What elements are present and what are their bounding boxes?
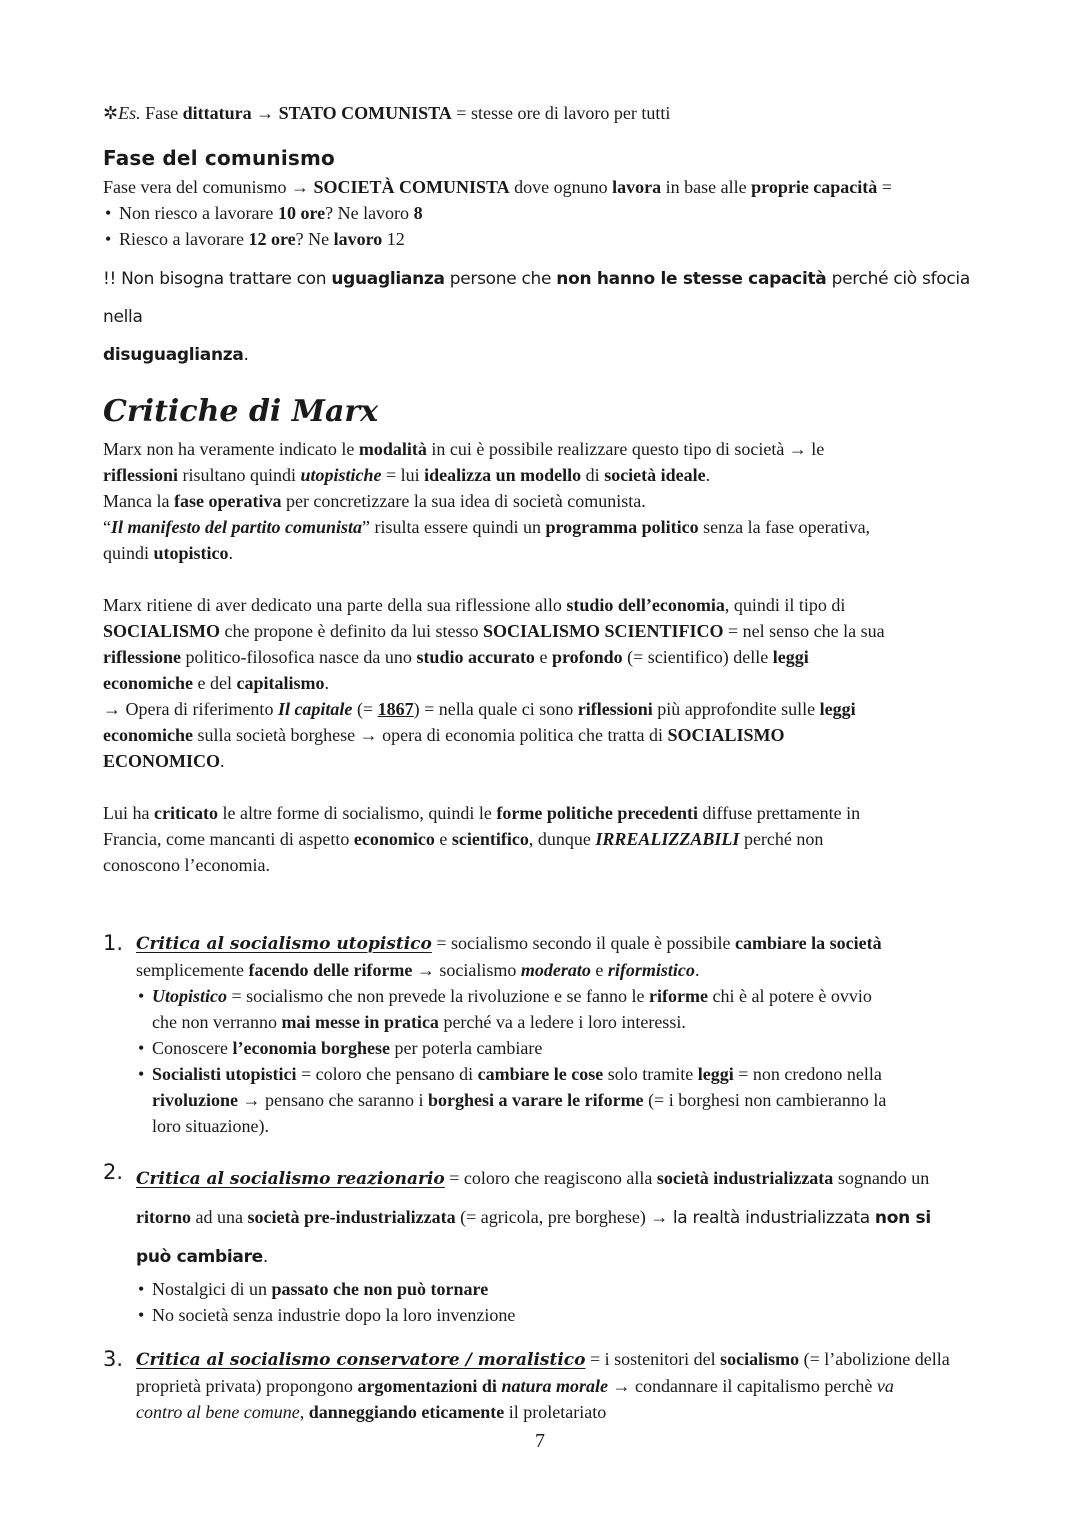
critiche-paragraph-3: “Il manifesto del partito comunista” risulta essere quindi un programma politico senza la fase operativa, quindi utopistico.	[103, 517, 871, 563]
list-item: • Utopistico = socialismo che non prevede la rivoluzione e se fanno le riforme chi è al potere è ovvio che non verranno mai messe in pratica perché va a ledere i loro interessi.	[136, 983, 983, 1035]
heading-fase-comunismo: Fase del comunismo	[103, 146, 335, 170]
list-number: 1.	[103, 931, 124, 955]
list-item: • Conoscere l’economia borghese per poterla cambiare	[136, 1035, 983, 1061]
critique-title: Critica al socialismo reazionario	[136, 1169, 445, 1189]
critique-bullets	[136, 1276, 983, 1328]
heading-critiche-marx: Critiche di Marx	[103, 394, 379, 429]
critiche-paragraph-6: Lui ha criticato le altre forme di socialismo, quindi le forme politiche precedenti diffuse prettamente in Francia, come mancanti di aspetto economico e scientifico, dunque IRREALIZZABILI perché non conoscono l’economia.	[103, 803, 861, 875]
list-number: 2.	[103, 1160, 124, 1184]
critique-title: Critica al socialismo utopistico	[136, 934, 432, 954]
critiche-paragraph-4: Marx ritiene di aver dedicato una parte della sua riflessione allo studio dell’economia, quindi il tipo di SOCIALISMO che propone è definito da lui stesso SOCIALISMO SCIENTIFICO = nel senso che la sua riflessione politico-filosofica nasce da uno studio accurato e profondo (= scientifico) delle leggi economiche e del capitalismo.	[103, 595, 885, 693]
critiche-paragraph-5: → Opera di riferimento Il capitale (= 1867) = nella quale ci sono riflessioni più approfondite sulle leggi economiche sulla società borghese → opera di economia politica che tratta di SOCIALISMO ECONOMICO.	[103, 699, 856, 771]
list-item: • Non riesco a lavorare 10 ore? Ne lavoro 8	[103, 200, 983, 226]
note-line: !! Non bisogna trattare con uguaglianza persone che non hanno le stesse capacità perché ciò sfocia nella disuguaglianza.	[103, 269, 970, 365]
list-item: • No società senza industrie dopo la loro invenzione	[136, 1302, 983, 1328]
critiques-list	[103, 930, 983, 1425]
example-line: ✲Es. Fase dittatura → STATO COMUNISTA = stesse ore di lavoro per tutti	[103, 103, 671, 123]
critique-title: Critica al socialismo conservatore / moralistico	[136, 1350, 586, 1370]
critiche-paragraph-1: Marx non ha veramente indicato le modalità in cui è possibile realizzare questo tipo di società → le riflessioni risultano quindi utopistiche = lui idealizza un modello di società ideale.	[103, 439, 825, 485]
fase-line: Fase vera del comunismo → SOCIETÀ COMUNISTA dove ognuno lavora in base alle proprie capacità =	[103, 177, 892, 197]
list-item: • Socialisti utopistici = coloro che pensano di cambiare le cose solo tramite leggi = non credono nella rivoluzione → pensano che saranno i borghesi a varare le riforme (= i borghesi non cambieranno la loro situazione).	[136, 1061, 983, 1139]
list-item: • Riesco a lavorare 12 ore? Ne lavoro 12	[103, 226, 983, 252]
fase-bullets	[103, 200, 983, 252]
list-item: • Nostalgici di un passato che non può tornare	[136, 1276, 983, 1302]
page-number: 7	[535, 1430, 545, 1452]
list-item: 3. Critica al socialismo conservatore / moralistico = i sostenitori del socialismo (= l’abolizione della proprietà privata) propongono argomentazioni di natura morale → condannare il capitalismo perchè va contro al bene comune, danneggiando eticamente il proletariato	[103, 1347, 950, 1422]
critiche-paragraph-2: Manca la fase operativa per concretizzare la sua idea di società comunista.	[103, 491, 646, 511]
list-number: 3.	[103, 1347, 124, 1371]
list-item: 1. Critica al socialismo utopistico = socialismo secondo il quale è possibile cambiare la società semplicemente facendo delle riforme → socialismo moderato e riformistico. • Utopistico = socialismo che non prevede la rivoluzione e se fanno le riforme chi è al potere è ovvio che non verranno mai messe in pratica perché va a ledere i loro interessi. • Conoscere l’economia borghese per poterla cambiare • Socialisti utopistici = coloro che pensano di cambiare le cose solo tramite leggi = non credono nella rivoluzione → pensano che saranno i borghesi a varare le riforme (= i borghesi non cambieranno la loro situazione).	[103, 930, 983, 1139]
list-item: 2. Critica al socialismo reazionario = coloro che reagiscono alla società industrializzata sognando un ritorno ad una società pre-industrializzata (= agricola, pre borghese) → la realtà industrializzata non si può cambiare. • Nostalgici di un passato che non può tornare • No società senza industrie dopo la loro invenzione	[103, 1159, 983, 1328]
critique-bullets	[136, 983, 983, 1139]
asterisk-icon: ✲	[103, 103, 119, 123]
page-content	[103, 100, 983, 1425]
